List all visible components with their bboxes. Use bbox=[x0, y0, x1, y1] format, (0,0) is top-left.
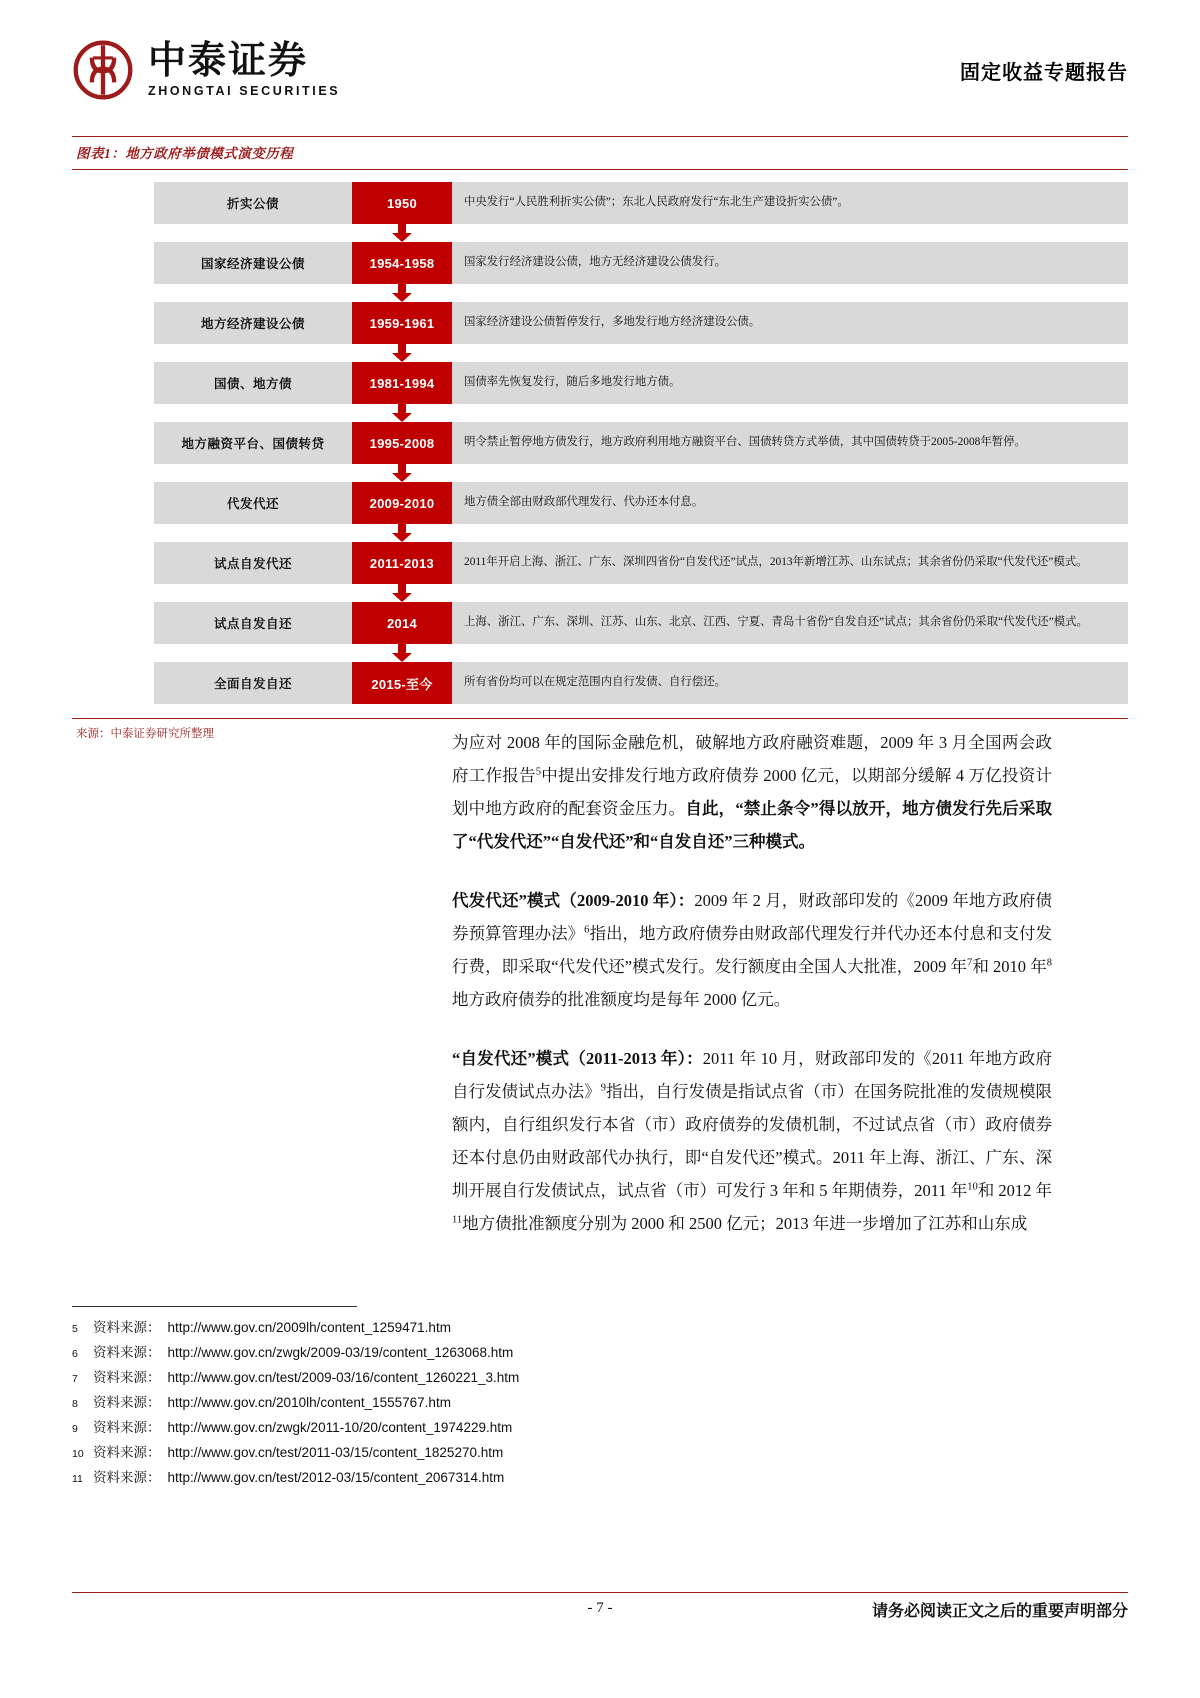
p2-part-b: 指出，地方政府债券由财政部代理发行并代办还本付息和支付发行费，即采取“代发代还”模式发行。发行额度由全国人大批准，2009 年 bbox=[452, 924, 1053, 976]
footnote-item bbox=[72, 1316, 832, 1341]
footnote-ref-6: 6 bbox=[584, 924, 590, 936]
timeline-gap bbox=[72, 224, 1128, 242]
timeline-description: 所有省份均可以在规定范围内自行发债、自行偿还。 bbox=[452, 662, 1128, 704]
timeline-period-badge: 1959-1961 bbox=[352, 302, 452, 344]
timeline-arrow-cell bbox=[352, 284, 452, 302]
footnote-ref-5: 5 bbox=[535, 766, 541, 778]
footnote-number: 7 bbox=[72, 1373, 78, 1385]
footnote-separator bbox=[72, 1306, 357, 1307]
timeline-arrow-cell bbox=[352, 224, 452, 242]
p3-heading: “自发代还”模式（2011-2013 年）： bbox=[452, 1049, 703, 1068]
down-arrow-icon bbox=[390, 284, 414, 302]
page-header bbox=[0, 0, 1200, 110]
paragraph-3 bbox=[452, 1042, 1052, 1240]
down-arrow-icon bbox=[390, 524, 414, 542]
timeline-row bbox=[72, 602, 1128, 644]
timeline-row bbox=[72, 662, 1128, 704]
footnote-label: 资料来源： bbox=[93, 1395, 161, 1410]
timeline-gap bbox=[72, 644, 1128, 662]
footnote-url[interactable]: http://www.gov.cn/test/2011-03/15/content_1825270.htm bbox=[167, 1445, 504, 1460]
footnote-number: 5 bbox=[72, 1323, 78, 1335]
paragraph-1 bbox=[452, 726, 1052, 858]
timeline-period-badge: 2015-至今 bbox=[352, 662, 452, 704]
exhibit-source: 来源：中泰证券研究所整理 bbox=[76, 728, 214, 740]
p2-part-a: 2009 年 2 月，财政部印发的《2009 年地方政府债券预算管理办法》 bbox=[452, 891, 1053, 943]
row-spacer bbox=[72, 542, 154, 584]
footnote-label: 资料来源： bbox=[93, 1420, 161, 1435]
footnote-url[interactable]: http://www.gov.cn/2010lh/content_1555767.htm bbox=[167, 1395, 451, 1410]
timeline-arrow-cell bbox=[352, 584, 452, 602]
p3-part-c: 和 2012 年 bbox=[977, 1181, 1053, 1200]
timeline-row bbox=[72, 302, 1128, 344]
timeline-row bbox=[72, 182, 1128, 224]
p1-part-b: 中提出安排发行地方政府债券 2000 亿元，以期部分缓解 4 万亿投资计划中地方政府的配套资金压力。 bbox=[452, 766, 1052, 818]
timeline-period-badge: 2009-2010 bbox=[352, 482, 452, 524]
timeline-gap bbox=[72, 284, 1128, 302]
timeline-description: 国债率先恢复发行，随后多地发行地方债。 bbox=[452, 362, 1128, 404]
p2-heading: 代发代还”模式（2009-2010 年）： bbox=[452, 891, 695, 910]
footnote-url[interactable]: http://www.gov.cn/test/2012-03/15/content_2067314.htm bbox=[167, 1470, 505, 1485]
footnote-url[interactable]: http://www.gov.cn/test/2009-03/16/content_1260221_3.htm bbox=[167, 1370, 520, 1385]
down-arrow-icon bbox=[390, 224, 414, 242]
footnote-ref-8: 8 bbox=[1046, 957, 1053, 969]
footnote-ref-9: 9 bbox=[600, 1082, 606, 1094]
timeline-stage-label: 代发代还 bbox=[154, 482, 352, 524]
timeline-gap bbox=[72, 524, 1128, 542]
timeline-arrow-cell bbox=[352, 344, 452, 362]
footnote-ref-10: 10 bbox=[967, 1181, 978, 1193]
p3-part-d: 地方债批准额度分别为 2000 和 2500 亿元；2013 年进一步增加了江苏和山东成 bbox=[462, 1214, 1028, 1233]
footnote-number: 10 bbox=[72, 1448, 84, 1460]
timeline-description: 地方债全部由财政部代理发行、代办还本付息。 bbox=[452, 482, 1128, 524]
p3-part-b: 指出，自行发债是指试点省（市）在国务院批准的发债规模限额内，自行组织发行本省（市）政府债券的发债机制，不过试点省（市）政府债券还本付息仍由财政部代办执行，即“自发代还”模式。2011 年上海、浙江、广东、深圳开展自行发债试点，试点省（市）可发行 3 年和 5 年期债券，2011 年 bbox=[452, 1082, 1053, 1200]
timeline-period-badge: 1981-1994 bbox=[352, 362, 452, 404]
footnote-url[interactable]: http://www.gov.cn/2009lh/content_1259471.htm bbox=[167, 1320, 451, 1335]
brand-logo bbox=[72, 39, 340, 101]
footnote-label: 资料来源： bbox=[93, 1345, 161, 1360]
timeline-stage-label: 国债、地方债 bbox=[154, 362, 352, 404]
footnote-item bbox=[72, 1466, 832, 1491]
brand-wordmark bbox=[148, 42, 340, 98]
brand-name-en: ZHONGTAI SECURITIES bbox=[148, 84, 341, 99]
footnote-item bbox=[72, 1391, 832, 1416]
row-spacer bbox=[72, 242, 154, 284]
down-arrow-icon bbox=[390, 344, 414, 362]
exhibit-title: 图表1：地方政府举债模式演变历程 bbox=[76, 146, 294, 161]
zhongtai-logo-icon bbox=[72, 39, 134, 101]
row-spacer bbox=[72, 602, 154, 644]
p1-part-a: 为应对 2008 年的国际金融危机，破解地方政府融资难题，2009 年 3 月全国两会政府工作报告 bbox=[452, 733, 1052, 785]
timeline-period-badge: 1950 bbox=[352, 182, 452, 224]
exhibit-block bbox=[72, 136, 1128, 741]
page-number: - 7 - bbox=[587, 1600, 613, 1616]
down-arrow-icon bbox=[390, 404, 414, 422]
timeline-row bbox=[72, 422, 1128, 464]
row-spacer bbox=[72, 662, 154, 704]
timeline-gap bbox=[72, 464, 1128, 482]
footnote-number: 11 bbox=[72, 1473, 83, 1485]
timeline-period-badge: 1995-2008 bbox=[352, 422, 452, 464]
timeline-arrow-cell bbox=[352, 464, 452, 482]
timeline-description: 2011年开启上海、浙江、广东、深圳四省份“自发代还”试点，2013年新增江苏、山东试点；其余省份仍采取“代发代还”模式。 bbox=[452, 542, 1128, 584]
row-spacer bbox=[72, 362, 154, 404]
timeline-period-badge: 2011-2013 bbox=[352, 542, 452, 584]
timeline-description: 中央发行“人民胜利折实公债”；东北人民政府发行“东北生产建设折实公债”。 bbox=[452, 182, 1128, 224]
timeline-stage-label: 试点自发自还 bbox=[154, 602, 352, 644]
footnote-url[interactable]: http://www.gov.cn/zwgk/2011-10/20/content_1974229.htm bbox=[167, 1420, 513, 1435]
timeline-stage-label: 地方经济建设公债 bbox=[154, 302, 352, 344]
row-spacer bbox=[72, 182, 154, 224]
down-arrow-icon bbox=[390, 464, 414, 482]
timeline-description: 国家经济建设公债暂停发行，多地发行地方经济建设公债。 bbox=[452, 302, 1128, 344]
timeline-row bbox=[72, 482, 1128, 524]
timeline-description: 上海、浙江、广东、深圳、江苏、山东、北京、江西、宁夏、青岛十省份“自发自还”试点；其余省份仍采取“代发代还”模式。 bbox=[452, 602, 1128, 644]
footnote-item bbox=[72, 1341, 832, 1366]
footnote-list bbox=[72, 1316, 832, 1491]
footnotes-block bbox=[72, 1306, 832, 1491]
timeline-arrow-cell bbox=[352, 524, 452, 542]
timeline-chart bbox=[72, 170, 1128, 710]
timeline-gap bbox=[72, 344, 1128, 362]
footnote-number: 6 bbox=[72, 1348, 78, 1360]
body-text-column bbox=[452, 726, 1052, 1266]
timeline-description: 明令禁止暂停地方债发行，地方政府利用地方融资平台、国债转贷方式举债，其中国债转贷于2005-2008年暂停。 bbox=[452, 422, 1128, 464]
footnote-number: 9 bbox=[72, 1423, 78, 1435]
footnote-label: 资料来源： bbox=[93, 1370, 161, 1385]
timeline-row bbox=[72, 542, 1128, 584]
timeline-arrow-cell bbox=[352, 404, 452, 422]
timeline-row bbox=[72, 242, 1128, 284]
row-spacer bbox=[72, 302, 154, 344]
timeline-stage-label: 折实公债 bbox=[154, 182, 352, 224]
footnote-label: 资料来源： bbox=[93, 1320, 161, 1335]
report-type-title: 固定收益专题报告 bbox=[960, 61, 1128, 84]
timeline-gap bbox=[72, 584, 1128, 602]
timeline-period-badge: 2014 bbox=[352, 602, 452, 644]
brand-name-cn: 中泰证券 bbox=[148, 40, 309, 83]
row-spacer bbox=[72, 482, 154, 524]
footnote-number: 8 bbox=[72, 1398, 78, 1410]
down-arrow-icon bbox=[390, 644, 414, 662]
footer-rule bbox=[72, 1592, 1128, 1593]
footnote-item bbox=[72, 1366, 832, 1391]
p1-bold-clause: 自此，“禁止条令”得以放开，地方债发行先后采取了“代发代还”“自发代还”和“自发自还”三种模式。 bbox=[452, 799, 1053, 851]
footnote-item bbox=[72, 1441, 832, 1466]
p2-part-c: 和 2010 年 bbox=[972, 957, 1047, 976]
timeline-description: 国家发行经济建设公债，地方无经济建设公债发行。 bbox=[452, 242, 1128, 284]
down-arrow-icon bbox=[390, 584, 414, 602]
footnote-label: 资料来源： bbox=[93, 1445, 161, 1460]
timeline-stage-label: 国家经济建设公债 bbox=[154, 242, 352, 284]
timeline-stage-label: 试点自发代还 bbox=[154, 542, 352, 584]
footnote-label: 资料来源： bbox=[93, 1470, 161, 1485]
timeline-stage-label: 全面自发自还 bbox=[154, 662, 352, 704]
timeline-arrow-cell bbox=[352, 644, 452, 662]
footnote-item bbox=[72, 1416, 832, 1441]
timeline-row bbox=[72, 362, 1128, 404]
timeline-period-badge: 1954-1958 bbox=[352, 242, 452, 284]
row-spacer bbox=[72, 422, 154, 464]
p2-part-d: 地方政府债券的批准额度均是每年 2000 亿元。 bbox=[452, 990, 791, 1009]
footnote-url[interactable]: http://www.gov.cn/zwgk/2009-03/19/content_1263068.htm bbox=[167, 1345, 514, 1360]
p3-part-a: 2011 年 10 月，财政部印发的《2011 年地方政府自行发债试点办法》 bbox=[452, 1049, 1052, 1101]
footnote-ref-7: 7 bbox=[967, 957, 973, 969]
footnote-ref-11: 11 bbox=[452, 1214, 463, 1226]
footer-disclaimer: 请务必阅读正文之后的重要声明部分 bbox=[871, 1603, 1128, 1620]
paragraph-2 bbox=[452, 884, 1052, 1016]
timeline-gap bbox=[72, 404, 1128, 422]
timeline-stage-label: 地方融资平台、国债转贷 bbox=[154, 422, 352, 464]
